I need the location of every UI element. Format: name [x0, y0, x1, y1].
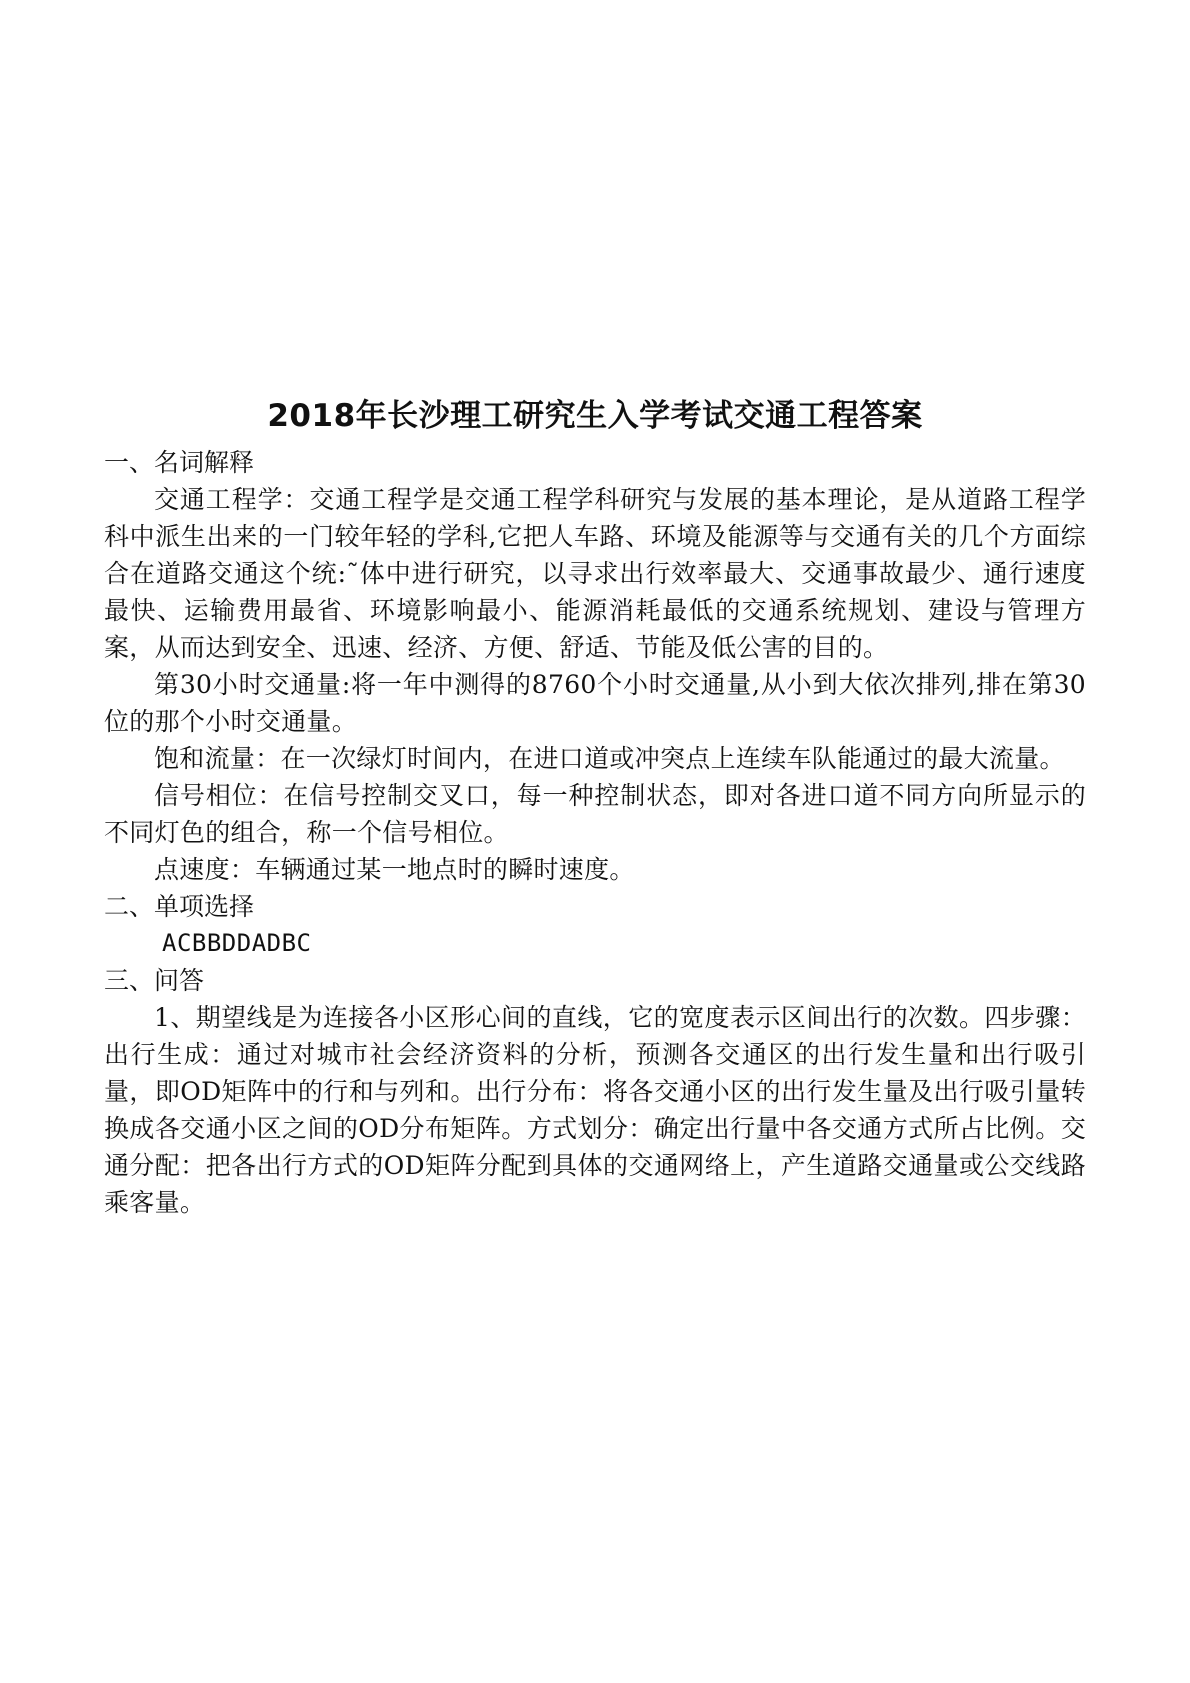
document-body [104, 392, 1086, 1221]
section-heading-definitions: 一、名词解释 [104, 448, 255, 477]
definition-spot-speed: 点速度：车辆通过某一地点时的瞬时速度。 [154, 855, 635, 884]
section-heading-questions: 三、问答 [104, 966, 205, 995]
section-multiple-choice [104, 888, 1086, 962]
definition-30th-hour-volume: 第30小时交通量:将一年中测得的8760个小时交通量,从小到大依次排列,排在第30位的那个小时交通量。 [104, 670, 1086, 736]
definition-signal-phase: 信号相位：在信号控制交叉口，每一种控制状态，即对各进口道不同方向所显示的不同灯色的组合，称一个信号相位。 [104, 781, 1086, 847]
document-title: 2018年长沙理工研究生入学考试交通工程答案 [267, 398, 923, 434]
multiple-choice-answers: ACBBDDADBC [162, 929, 312, 957]
definition-traffic-engineering: 交通工程学：交通工程学是交通工程学科研究与发展的基本理论，是从道路工程学科中派生出来的一门较年轻的学科,它把人车路、环境及能源等与交通有关的几个方面综合在道路交通这个统:˜体中进行研究，以寻求出行效率最大、交通事故最少、通行速度最快、运输费用最省、环境影响最小、能源消耗最低的交通系统规划、建设与管理方案，从而达到安全、迅速、经济、方便、舒适、节能及低公害的目的。 [104, 485, 1086, 662]
section-questions [104, 962, 1086, 1221]
section-heading-multiple-choice: 二、单项选择 [104, 892, 255, 921]
question-answer-1: 1、期望线是为连接各小区形心间的直线，它的宽度表示区间出行的次数。四步骤：出行生成：通过对城市社会经济资料的分析，预测各交通区的出行发生量和出行吸引量，即OD矩阵中的行和与列和。出行分布：将各交通小区的出行发生量及出行吸引量转换成各交通小区之间的OD分布矩阵。方式划分：确定出行量中各交通方式所占比例。交通分配：把各出行方式的OD矩阵分配到具体的交通网络上，产生道路交通量或公交线路乘客量。 [104, 1003, 1086, 1217]
section-definitions [104, 444, 1086, 888]
definition-saturation-flow: 饱和流量：在一次绿灯时间内，在进口道或冲突点上连续车队能通过的最大流量。 [154, 744, 1065, 773]
